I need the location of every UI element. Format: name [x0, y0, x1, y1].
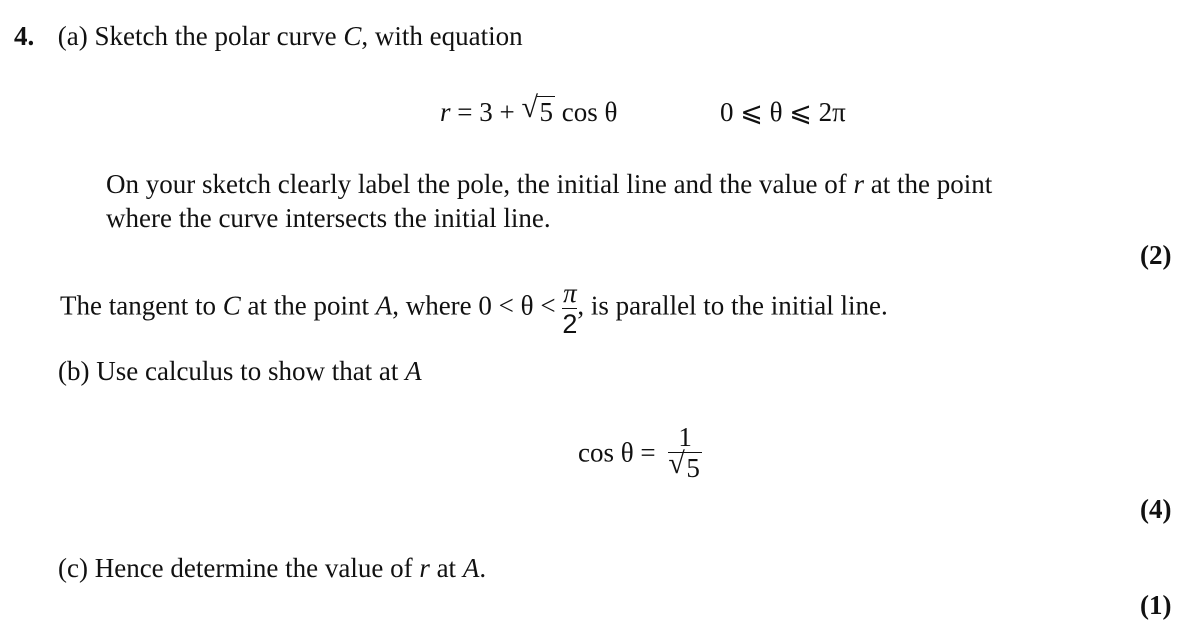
- part-b-label: (b): [58, 356, 90, 386]
- polar-equation: [440, 91, 618, 128]
- part-a-intro: Sketch the polar curve: [94, 21, 337, 51]
- question-header: [14, 20, 523, 52]
- instruction-line-1: On your sketch clearly label the pole, the initial line and the value of r at the point: [106, 169, 993, 199]
- part-c-text: (c) Hence determine the value of r at A.: [58, 553, 487, 583]
- part-b-text: (b) Use calculus to show that at A: [58, 356, 422, 386]
- marks-part-a: (2): [1140, 240, 1172, 270]
- equation-rhs: cos θ: [561, 97, 618, 127]
- instruction-line-2: where the curve intersects the initial line.: [106, 203, 551, 233]
- marks-part-c: (1): [1140, 590, 1172, 620]
- tangent-statement: The tangent to C at the point A, where 0 < θ < $\frac{\pi}{2}$ , is parallel to the initial line.: [60, 278, 888, 339]
- curve-name: C: [343, 21, 362, 51]
- part-a-intro-tail: , with equation: [361, 21, 523, 51]
- one-over-root-five: 1 √ 5: [668, 422, 700, 483]
- marks-part-b: (4): [1140, 494, 1172, 524]
- part-a-label: (a): [57, 21, 88, 51]
- part-c-label: (c): [58, 553, 88, 583]
- pi-over-two: $\frac{\pi}{2}$: [562, 278, 578, 339]
- sqrt-five: √ 5: [521, 91, 553, 127]
- question-number: 4.: [14, 21, 35, 51]
- cos-theta-equation: cos θ = 1 √ 5: [578, 422, 700, 483]
- equation-equals: = 3 +: [457, 97, 515, 127]
- equation-lhs: r: [440, 97, 451, 127]
- theta-range: 0 ⩽ θ ⩽ 2π: [720, 97, 846, 127]
